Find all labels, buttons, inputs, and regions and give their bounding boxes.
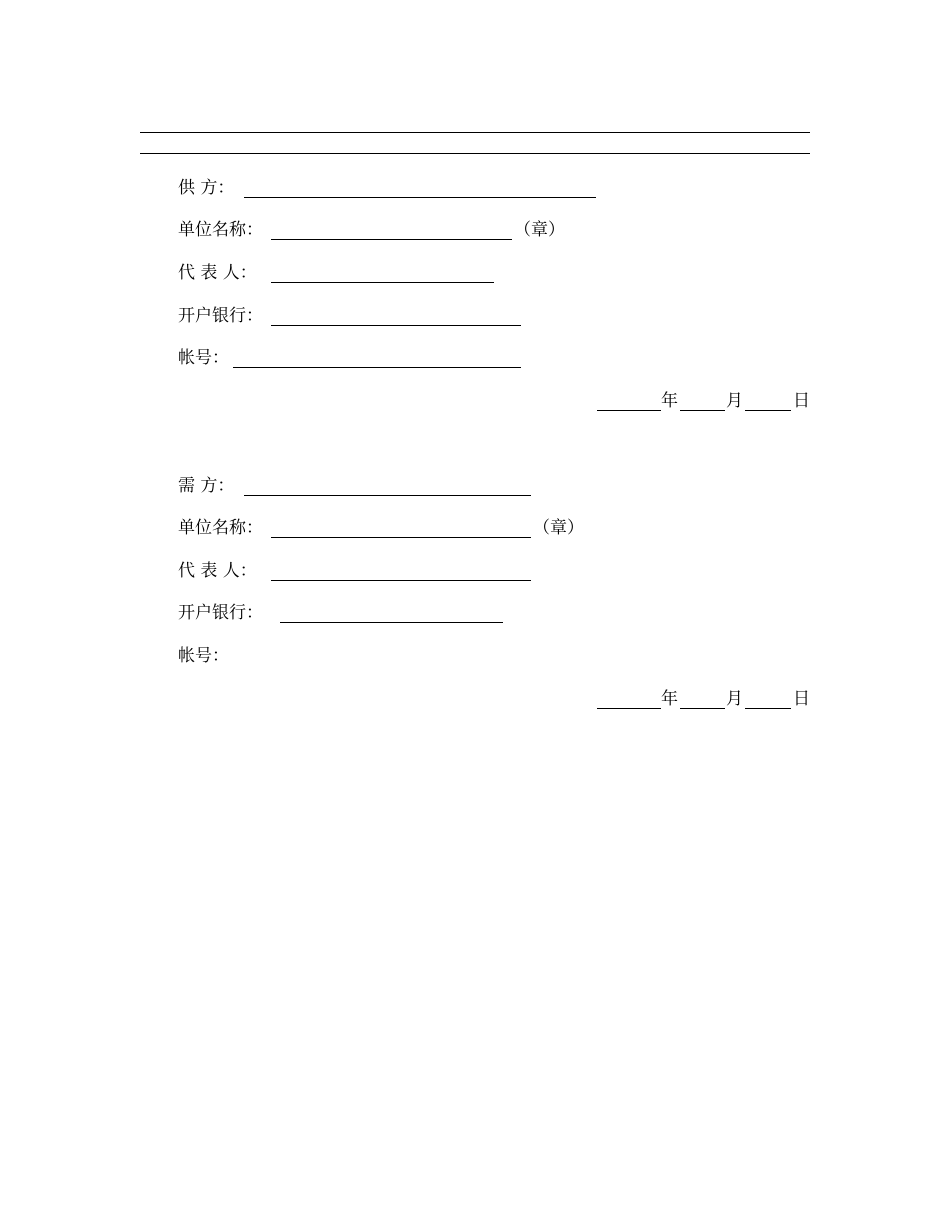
supplier-year-blank[interactable] <box>597 410 661 411</box>
supplier-unit-label: 单位名称： <box>178 220 263 240</box>
buyer-day-label: 日 <box>793 689 810 709</box>
supplier-seal-label: （章） <box>514 220 565 240</box>
supplier-party-blank[interactable] <box>244 197 596 198</box>
buyer-bank-label: 开户银行： <box>178 603 263 623</box>
supplier-day-blank[interactable] <box>745 410 791 411</box>
supplier-bank-blank[interactable] <box>271 325 521 326</box>
supplier-bank-label: 开户银行： <box>178 306 263 326</box>
supplier-rep-label: 代 表 人： <box>178 263 257 283</box>
supplier-unit-blank[interactable] <box>271 239 512 240</box>
supplier-account-blank[interactable] <box>233 367 521 368</box>
buyer-year-label: 年 <box>661 689 678 709</box>
buyer-rep-label: 代 表 人： <box>178 561 257 581</box>
supplier-month-label: 月 <box>726 391 743 411</box>
buyer-day-blank[interactable] <box>745 708 791 709</box>
buyer-party-label: 需 方： <box>178 476 235 496</box>
buyer-rep-blank[interactable] <box>271 580 531 581</box>
buyer-month-blank[interactable] <box>680 708 725 709</box>
supplier-rep-blank[interactable] <box>271 282 494 283</box>
buyer-unit-label: 单位名称： <box>178 518 263 538</box>
buyer-unit-blank[interactable] <box>271 537 531 538</box>
buyer-date <box>597 688 811 710</box>
buyer-bank-blank[interactable] <box>280 622 503 623</box>
supplier-day-label: 日 <box>793 391 810 411</box>
buyer-seal-label: （章） <box>533 518 584 538</box>
supplier-year-label: 年 <box>661 391 678 411</box>
top-rule <box>140 132 810 133</box>
buyer-account-label: 帐号： <box>178 646 229 666</box>
supplier-account-label: 帐号： <box>178 348 229 368</box>
second-rule <box>140 153 810 154</box>
supplier-date <box>597 390 811 412</box>
buyer-year-blank[interactable] <box>597 708 661 709</box>
supplier-party-label: 供 方： <box>178 178 235 198</box>
supplier-month-blank[interactable] <box>680 410 725 411</box>
buyer-month-label: 月 <box>726 689 743 709</box>
buyer-party-blank[interactable] <box>244 495 531 496</box>
